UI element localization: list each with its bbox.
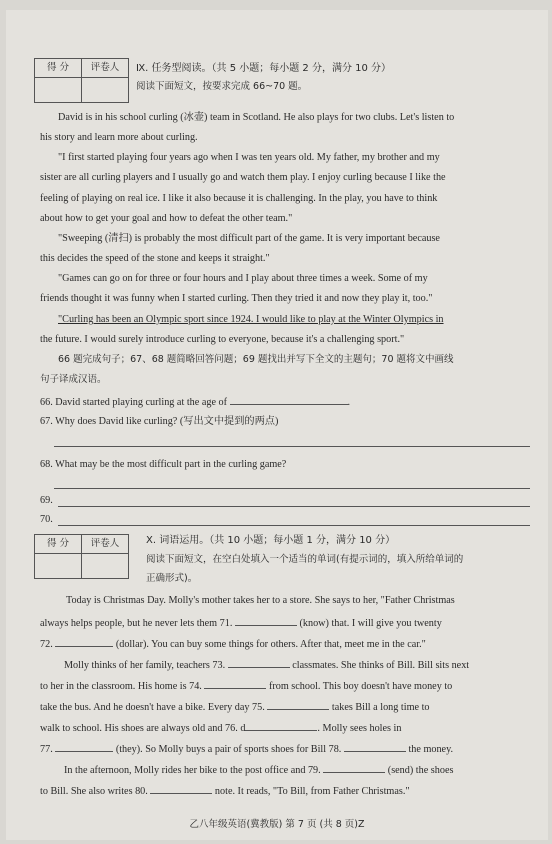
score-label: 得 分: [35, 535, 82, 554]
passage-line: Molly thinks of her family, teachers 73. classmates. She thinks of Bill. Bill sits next: [64, 657, 469, 674]
page-footer: 乙八年级英语(冀教版) 第 7 页 (共 8 页)Z: [189, 819, 365, 830]
answer-line-69[interactable]: [58, 506, 530, 507]
para-line: this decides the speed of the stone and keeps it straight.": [40, 253, 270, 264]
answer-blank-80[interactable]: [150, 783, 212, 794]
passage-line: 77. (they). So Molly buys a pair of sports shoes for Bill 78. the money.: [40, 741, 453, 758]
para-line: his story and learn more about curling.: [40, 132, 198, 143]
passage-line: In the afternoon, Molly rides her bike to the post office and 79. (send) the shoes: [64, 762, 453, 779]
answer-line-70[interactable]: [58, 525, 530, 526]
answer-blank-77[interactable]: [55, 741, 113, 752]
question-67: 67. Why does David like curling? (写出文中提到的两点): [40, 416, 279, 427]
passage-line: Today is Christmas Day. Molly's mother takes her to a store. She says to her, "Father Christmas: [66, 595, 455, 606]
section10-instruction: 阅读下面短文，在空白处填入一个适当的单词(有提示词的，填入所给单词的: [146, 554, 464, 565]
passage-line: take the bus. And he doesn't have a bike. Every day 75. takes Bill a long time to: [40, 699, 430, 716]
answer-blank-66[interactable]: [230, 394, 348, 405]
passage-line: always helps people, but he never lets them 71. (know) that. I will give you twenty: [40, 615, 442, 632]
grader-cell[interactable]: [82, 78, 129, 103]
answer-blank-79[interactable]: [323, 762, 385, 773]
answer-line-68[interactable]: [54, 488, 530, 489]
answer-blank-74[interactable]: [204, 678, 266, 689]
question-66: 66. David started playing curling at the age of .: [40, 394, 350, 411]
grader-cell[interactable]: [82, 554, 129, 579]
score-table-10: [34, 534, 129, 579]
passage-line: to her in the classroom. His home is 74. from school. This boy doesn't have money to: [40, 678, 452, 695]
grader-label: 评卷人: [82, 535, 129, 554]
task-instruction: 66 题完成句子；67、68 题简略回答问题；69 题找出并写下全文的主题句；70 题将文中画线: [58, 354, 454, 365]
para-line: "I first started playing four years ago when I was ten years old. My father, my brother and my: [58, 152, 440, 163]
exam-page: [6, 10, 548, 840]
answer-blank-72[interactable]: [55, 636, 113, 647]
question-69-label: 69.: [40, 495, 53, 506]
para-line: "Games can go on for three or four hours and I play about three times a week. Some of my: [58, 273, 428, 284]
question-68: 68. What may be the most difficult part in the curling game?: [40, 459, 287, 470]
passage-line: 72. (dollar). You can buy some things for others. After that, meet me in the car.": [40, 636, 426, 653]
grader-label: 评卷人: [82, 59, 129, 78]
para-line: sister are all curling players and I usually go and watch them play. I enjoy curling because I like the: [40, 172, 446, 183]
task-instruction: 句子译成汉语。: [40, 374, 107, 385]
para-line: "Sweeping (清扫) is probably the most difficult part of the game. It is very important because: [58, 233, 440, 244]
answer-line-67[interactable]: [54, 446, 530, 447]
score-cell[interactable]: [35, 554, 82, 579]
underlined-sentence: "Curling has been an Olympic sport since 1924. I would like to play at the Winter Olympics in: [58, 314, 444, 325]
answer-blank-76[interactable]: [245, 720, 317, 731]
score-label: 得 分: [35, 59, 82, 78]
score-table-9: [34, 58, 129, 103]
answer-blank-75[interactable]: [267, 699, 329, 710]
passage-line: walk to school. His shoes are always old and 76. d . Molly sees holes in: [40, 720, 401, 737]
para-line: friends thought it was funny when I started curling. Then they tried it and now they play it, too.": [40, 293, 433, 304]
para-line: David is in his school curling (冰壶) team in Scotland. He also plays for two clubs. Let's listen to: [58, 112, 455, 123]
answer-blank-78[interactable]: [344, 741, 406, 752]
para-line: the future. I would surely introduce curling to everyone, because it's a challenging sport.": [40, 334, 405, 345]
question-70-label: 70.: [40, 514, 53, 525]
section9-title: Ⅸ. 任务型阅读。（共 5 小题；每小题 2 分，满分 10 分）: [136, 63, 392, 74]
section10-title: Ⅹ. 词语运用。（共 10 小题；每小题 1 分，满分 10 分）: [146, 535, 396, 546]
para-line: feeling of playing on real ice. I like it also because it is challenging. In the play, you have to think: [40, 193, 438, 204]
section9-instruction: 阅读下面短文，按要求完成 66~70 题。: [136, 81, 308, 92]
answer-blank-73[interactable]: [228, 657, 290, 668]
score-cell[interactable]: [35, 78, 82, 103]
passage-line: to Bill. She also writes 80. note. It reads, "To Bill, from Father Christmas.": [40, 783, 410, 800]
section10-instruction: 正确形式)。: [146, 573, 198, 584]
para-line: about how to get your goal and how to defeat the other team.": [40, 213, 293, 224]
answer-blank-71[interactable]: [235, 615, 297, 626]
